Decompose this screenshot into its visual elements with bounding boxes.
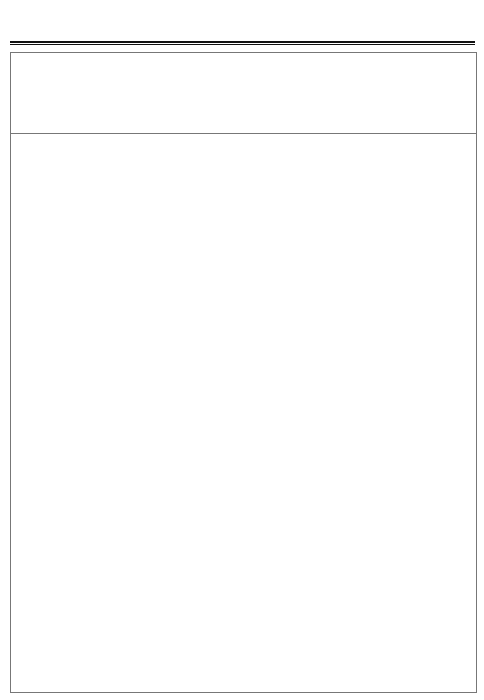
quarterly-report-section bbox=[10, 133, 477, 693]
top-announcement-box bbox=[10, 52, 477, 134]
masthead-rule-thin bbox=[10, 44, 475, 45]
masthead-rule bbox=[10, 41, 475, 43]
